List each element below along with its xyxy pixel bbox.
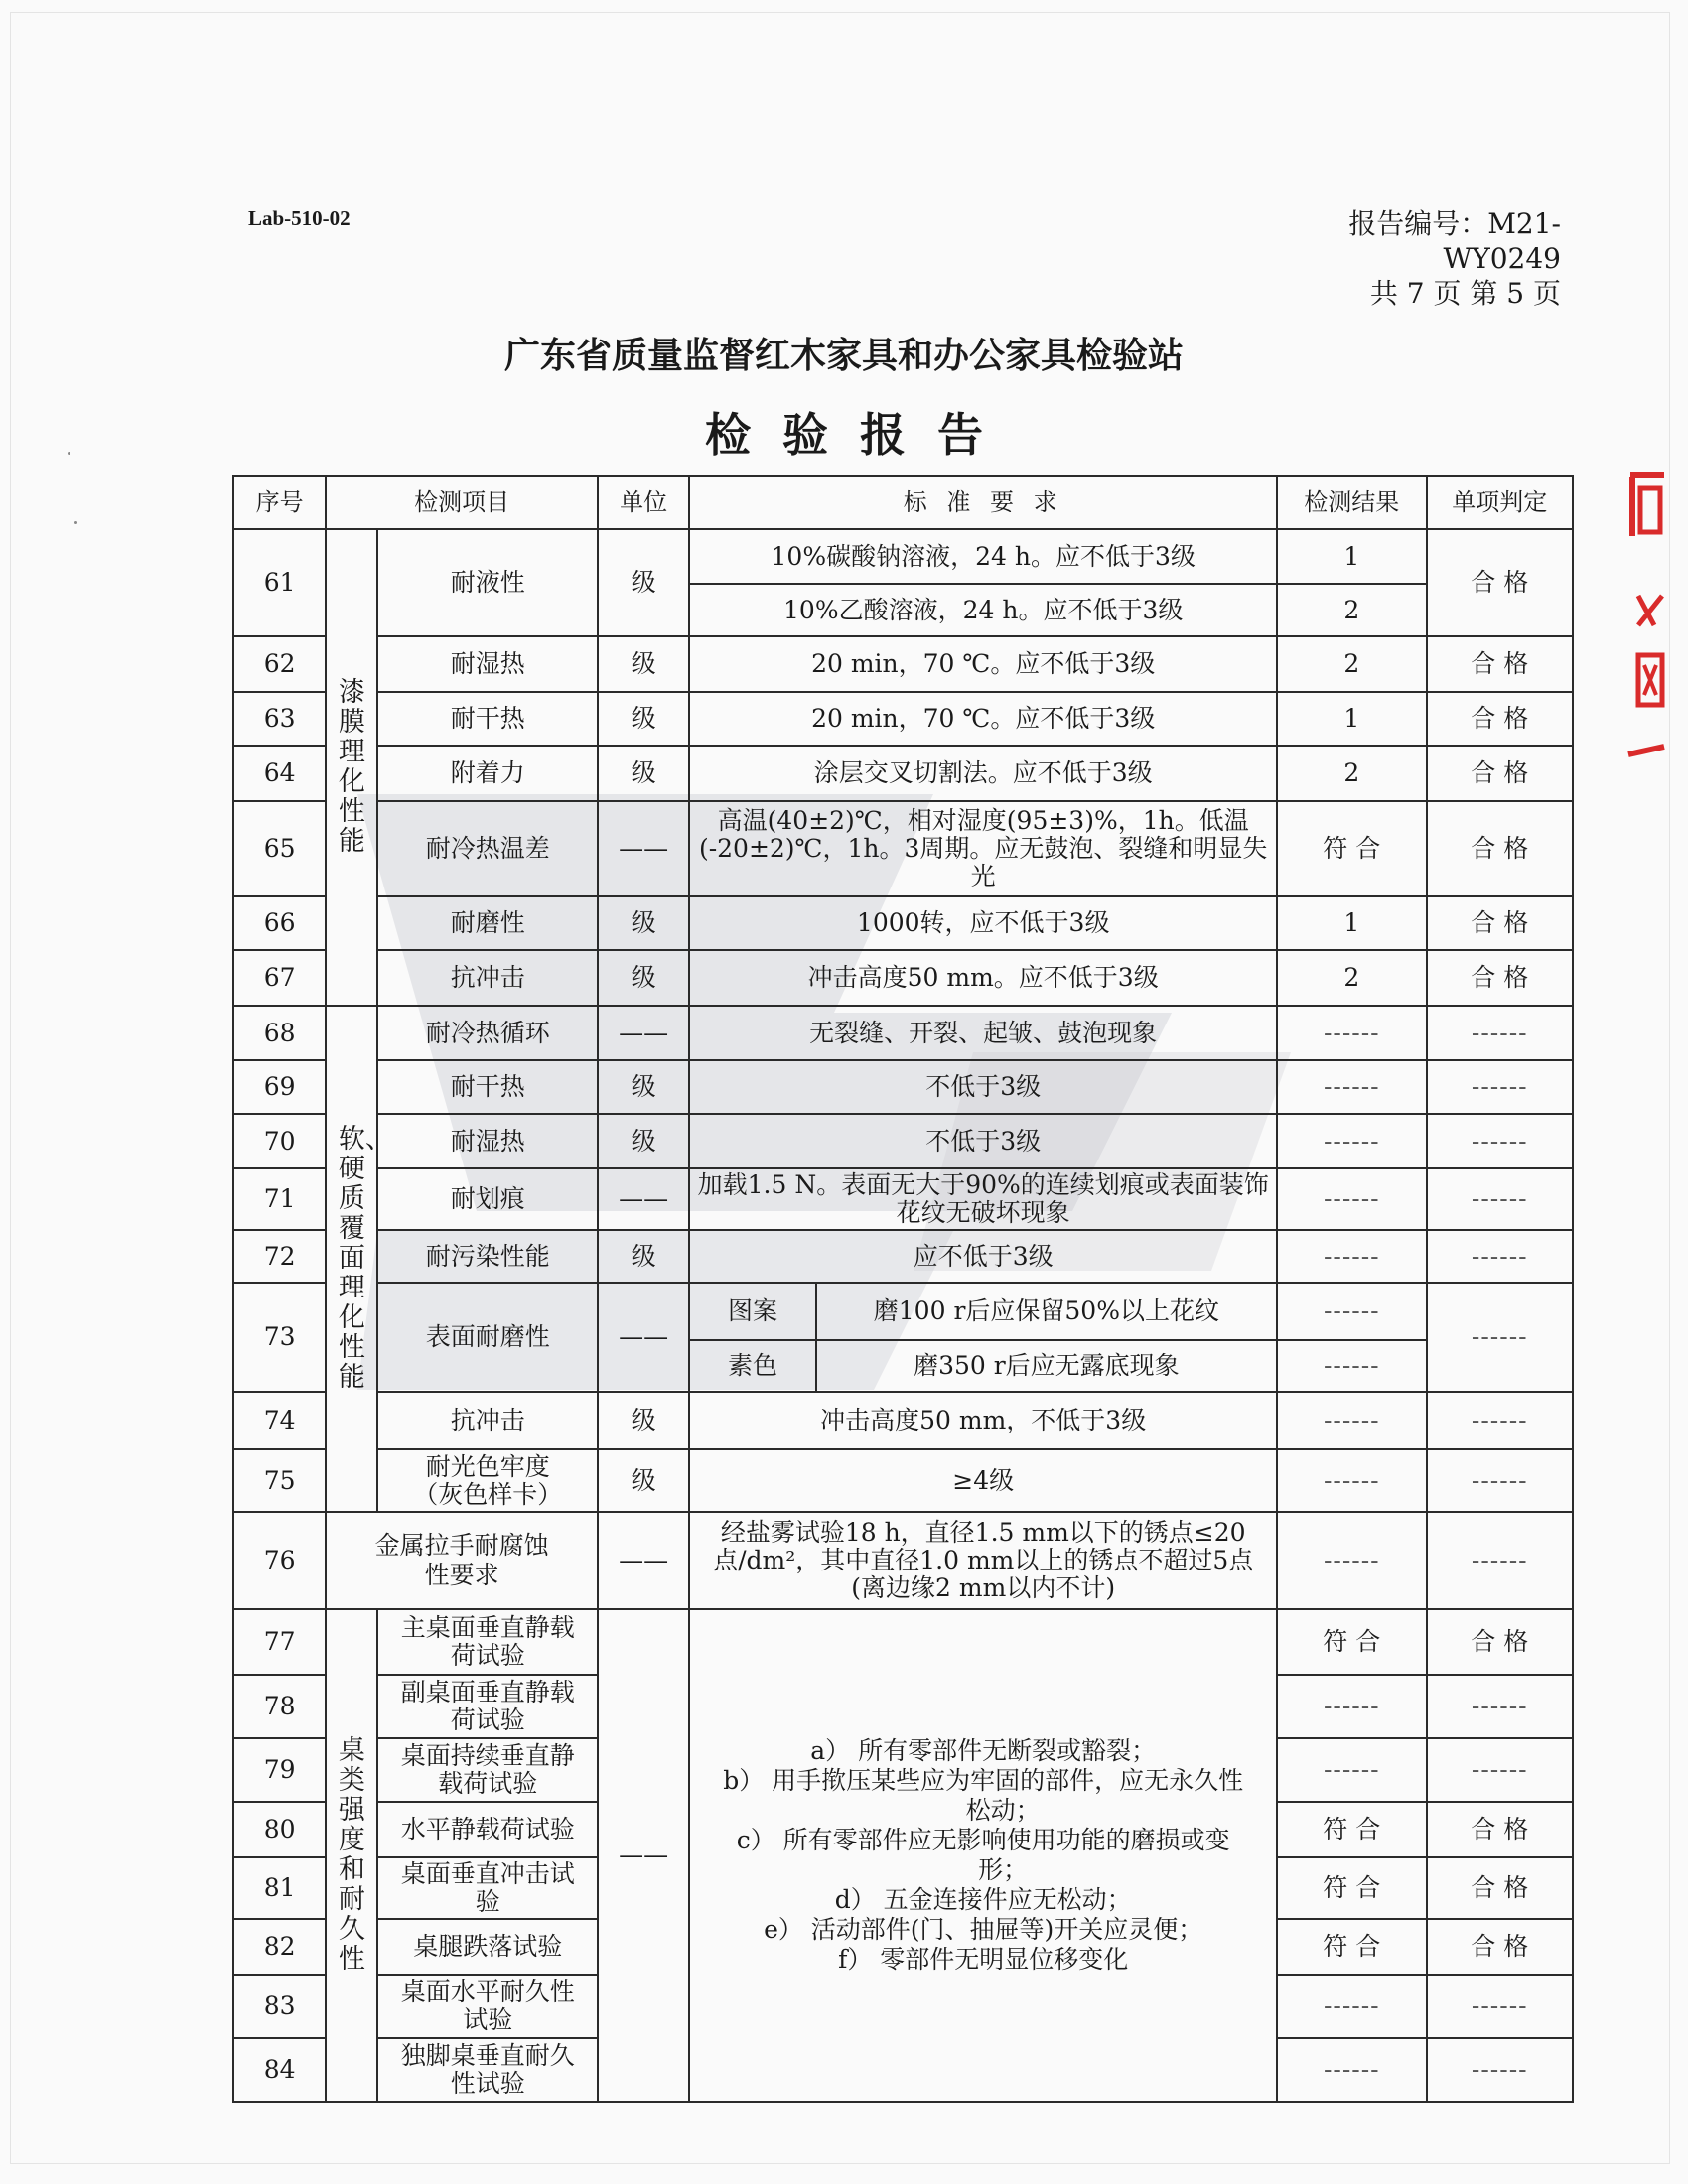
category-paint-film xyxy=(326,529,377,1006)
item-name: 副桌面垂直静载荷试验 xyxy=(377,1675,598,1738)
category-label: 软、硬质覆面理化性能 xyxy=(338,1124,392,1393)
row-no: 78 xyxy=(233,1675,326,1738)
table-row xyxy=(233,1114,1573,1168)
unit: —— xyxy=(598,1512,689,1609)
item-name: 表面耐磨性 xyxy=(377,1283,598,1392)
item-name: 抗冲击 xyxy=(377,950,598,1006)
item-name: 耐干热 xyxy=(377,692,598,746)
item-name: 主桌面垂直静载荷试验 xyxy=(377,1609,598,1675)
institution-title: 广东省质量监督红木家具和办公家具检验站 xyxy=(503,336,1184,376)
unit: —— xyxy=(598,1006,689,1060)
item-name: 耐光色牢度（灰色样卡） xyxy=(377,1449,598,1512)
row-no: 61 xyxy=(233,529,326,636)
requirement: 10%碳酸钠溶液，24 h。应不低于3级 xyxy=(689,529,1277,584)
official-stamp-fragment xyxy=(1624,467,1664,774)
requirement-line: 形； xyxy=(978,1855,1029,1884)
result: 2 xyxy=(1277,950,1426,1006)
row-no: 63 xyxy=(233,692,326,746)
unit: —— xyxy=(598,1168,689,1230)
result: ------ xyxy=(1277,1168,1426,1230)
table-header-row xyxy=(233,476,1573,529)
unit: 级 xyxy=(598,1060,689,1114)
verdict: 合 格 xyxy=(1427,529,1574,636)
row-no: 82 xyxy=(233,1919,326,1975)
verdict: 合 格 xyxy=(1427,1919,1574,1975)
row-no: 68 xyxy=(233,1006,326,1060)
verdict: ------ xyxy=(1427,1512,1574,1609)
requirement: 无裂缝、开裂、起皱、鼓泡现象 xyxy=(689,1006,1277,1060)
item-name: 桌面持续垂直静载荷试验 xyxy=(377,1738,598,1802)
item-name: 耐干热 xyxy=(377,1060,598,1114)
requirement: 冲击高度50 mm，不低于3级 xyxy=(689,1392,1277,1449)
header-requirement: 标 准 要 求 xyxy=(689,476,1277,529)
row-no: 72 xyxy=(233,1230,326,1283)
verdict: 合 格 xyxy=(1427,636,1574,692)
table-row xyxy=(233,1392,1573,1449)
unit: 级 xyxy=(598,1449,689,1512)
row-no: 76 xyxy=(233,1512,326,1609)
verdict: ------ xyxy=(1427,1230,1574,1283)
category-label: 桌类强度和耐久性 xyxy=(338,1735,365,1975)
header-item: 检测项目 xyxy=(326,476,598,529)
desk-requirements xyxy=(689,1609,1277,2102)
verdict: ------ xyxy=(1427,1006,1574,1060)
result: 1 xyxy=(1277,692,1426,746)
requirement-line: d） 五金连接件应无松动； xyxy=(834,1885,1132,1914)
requirement: 高温(40±2)℃，相对湿度(95±3)%，1h。低温(-20±2)℃，1h。3周期。应无鼓泡、裂缝和明显失光 xyxy=(689,801,1277,896)
unit: 级 xyxy=(598,896,689,950)
verdict: 合 格 xyxy=(1427,950,1574,1006)
result: ------ xyxy=(1277,1449,1426,1512)
requirement: 应不低于3级 xyxy=(689,1230,1277,1283)
row-no: 79 xyxy=(233,1738,326,1802)
table-row xyxy=(233,1006,1573,1060)
row-no: 67 xyxy=(233,950,326,1006)
item-name: 耐划痕 xyxy=(377,1168,598,1230)
row-no: 71 xyxy=(233,1168,326,1230)
row-no: 77 xyxy=(233,1609,326,1675)
table-row xyxy=(233,746,1573,801)
requirement-line: 松动； xyxy=(965,1796,1041,1825)
item-name: 桌面垂直冲击试验 xyxy=(377,1857,598,1919)
unit: 级 xyxy=(598,1230,689,1283)
result: 2 xyxy=(1277,746,1426,801)
item-name: 独脚桌垂直耐久性试验 xyxy=(377,2038,598,2102)
category-label: 漆膜理化性能 xyxy=(338,677,365,857)
table-row xyxy=(233,1512,1573,1609)
verdict: 合 格 xyxy=(1427,801,1574,896)
result: 符 合 xyxy=(1277,1919,1426,1975)
table-row xyxy=(233,1168,1573,1230)
item-name: 附着力 xyxy=(377,746,598,801)
table-row xyxy=(233,692,1573,746)
requirement: 20 min，70 ℃。应不低于3级 xyxy=(689,636,1277,692)
table-row xyxy=(233,801,1573,896)
scan-speck xyxy=(74,521,77,524)
requirement-line: c） 所有零部件应无影响使用功能的磨损或变 xyxy=(736,1826,1230,1854)
requirement: 20 min，70 ℃。应不低于3级 xyxy=(689,692,1277,746)
item-name: 桌腿跌落试验 xyxy=(377,1919,598,1975)
table-row xyxy=(233,1060,1573,1114)
item-name: 水平静载荷试验 xyxy=(377,1802,598,1857)
header-unit: 单位 xyxy=(598,476,689,529)
row-no: 75 xyxy=(233,1449,326,1512)
result: ------ xyxy=(1277,1283,1426,1340)
result: 2 xyxy=(1277,584,1426,636)
unit: —— xyxy=(598,1609,689,2102)
result: 符 合 xyxy=(1277,801,1426,896)
requirement: 经盐雾试验18 h，直径1.5 mm以下的锈点≤20点/dm²，其中直径1.0 mm以上的锈点不超过5点(离边缘2 mm以内不计) xyxy=(689,1512,1277,1609)
result: 1 xyxy=(1277,529,1426,584)
form-code: Lab-510-02 xyxy=(248,206,351,230)
header-verdict: 单项判定 xyxy=(1427,476,1574,529)
item-name: 耐污染性能 xyxy=(377,1230,598,1283)
verdict: ------ xyxy=(1427,1449,1574,1512)
requirement: ≥4级 xyxy=(689,1449,1277,1512)
verdict: ------ xyxy=(1427,1168,1574,1230)
row-no: 62 xyxy=(233,636,326,692)
unit: 级 xyxy=(598,950,689,1006)
table-row xyxy=(233,636,1573,692)
requirement-line: f） 零部件无明显位移变化 xyxy=(838,1945,1129,1974)
row-no: 73 xyxy=(233,1283,326,1392)
item-name: 耐湿热 xyxy=(377,636,598,692)
result: ------ xyxy=(1277,1975,1426,2038)
row-no: 81 xyxy=(233,1857,326,1919)
verdict: 合 格 xyxy=(1427,896,1574,950)
page-count: 共 7 页 第 5 页 xyxy=(1369,277,1561,310)
verdict: 合 格 xyxy=(1427,692,1574,746)
result: 符 合 xyxy=(1277,1857,1426,1919)
requirement-line: e） 活动部件(门、抽屉等)开关应灵便； xyxy=(764,1915,1203,1944)
requirement: 1000转，应不低于3级 xyxy=(689,896,1277,950)
item-name: 耐冷热循环 xyxy=(377,1006,598,1060)
result: ------ xyxy=(1277,1738,1426,1802)
unit: —— xyxy=(598,1283,689,1392)
result: 2 xyxy=(1277,636,1426,692)
table-row xyxy=(233,529,1573,584)
unit: —— xyxy=(598,801,689,896)
requirement: 加载1.5 N。表面无大于90%的连续划痕或表面装饰花纹无破坏现象 xyxy=(689,1168,1277,1230)
result: 1 xyxy=(1277,896,1426,950)
verdict: ------ xyxy=(1427,1060,1574,1114)
table-row xyxy=(233,896,1573,950)
unit: 级 xyxy=(598,636,689,692)
requirement: 冲击高度50 mm。应不低于3级 xyxy=(689,950,1277,1006)
verdict: ------ xyxy=(1427,1283,1574,1392)
result: ------ xyxy=(1277,1114,1426,1168)
report-title: 检验报告 xyxy=(705,408,1015,462)
requirement: 涂层交叉切割法。应不低于3级 xyxy=(689,746,1277,801)
category-surface xyxy=(326,1006,392,1512)
row-no: 80 xyxy=(233,1802,326,1857)
result: ------ xyxy=(1277,1512,1426,1609)
row-no: 65 xyxy=(233,801,326,896)
requirement-line: a） 所有零部件无断裂或豁裂； xyxy=(810,1736,1157,1765)
result: ------ xyxy=(1277,1675,1426,1738)
table-row xyxy=(233,1230,1573,1283)
item-name: 耐湿热 xyxy=(377,1114,598,1168)
result: ------ xyxy=(1277,1392,1426,1449)
result: ------ xyxy=(1277,1340,1426,1392)
row-no: 70 xyxy=(233,1114,326,1168)
result: ------ xyxy=(1277,1230,1426,1283)
category-desk-strength xyxy=(326,1609,377,2102)
item-name: 金属拉手耐腐蚀性要求 xyxy=(326,1512,598,1609)
item-name: 耐液性 xyxy=(377,529,598,636)
verdict: ------ xyxy=(1427,1675,1574,1738)
verdict: 合 格 xyxy=(1427,1609,1574,1675)
requirement: 不低于3级 xyxy=(689,1114,1277,1168)
unit: 级 xyxy=(598,692,689,746)
unit: 级 xyxy=(598,1392,689,1449)
unit: 级 xyxy=(598,1114,689,1168)
result: 符 合 xyxy=(1277,1802,1426,1857)
verdict: 合 格 xyxy=(1427,1857,1574,1919)
inspection-table xyxy=(232,475,1574,2103)
result: ------ xyxy=(1277,2038,1426,2102)
verdict: ------ xyxy=(1427,2038,1574,2102)
row-no: 83 xyxy=(233,1975,326,2038)
unit: 级 xyxy=(598,746,689,801)
verdict: ------ xyxy=(1427,1738,1574,1802)
result: ------ xyxy=(1277,1060,1426,1114)
header-no: 序号 xyxy=(233,476,326,529)
row-no: 74 xyxy=(233,1392,326,1449)
table-row xyxy=(233,1449,1573,1512)
unit: 级 xyxy=(598,529,689,636)
item-name: 抗冲击 xyxy=(377,1392,598,1449)
sub-item: 图案 xyxy=(689,1283,815,1340)
verdict: ------ xyxy=(1427,1114,1574,1168)
sub-item: 素色 xyxy=(689,1340,815,1392)
requirement: 磨350 r后应无露底现象 xyxy=(816,1340,1277,1392)
table-row xyxy=(233,1609,1573,1675)
item-name: 桌面水平耐久性试验 xyxy=(377,1975,598,2038)
table-row xyxy=(233,950,1573,1006)
verdict: ------ xyxy=(1427,1975,1574,2038)
requirement: 10%乙酸溶液，24 h。应不低于3级 xyxy=(689,584,1277,636)
report-number: 报告编号：M21-WY0249 xyxy=(1348,207,1561,275)
row-no: 64 xyxy=(233,746,326,801)
row-no: 69 xyxy=(233,1060,326,1114)
result: ------ xyxy=(1277,1006,1426,1060)
verdict: 合 格 xyxy=(1427,746,1574,801)
header-result: 检测结果 xyxy=(1277,476,1426,529)
verdict: ------ xyxy=(1427,1392,1574,1449)
row-no: 84 xyxy=(233,2038,326,2102)
requirement-line: b） 用手揿压某些应为牢固的部件，应无永久性 xyxy=(723,1766,1244,1795)
result: 符 合 xyxy=(1277,1609,1426,1675)
requirement: 不低于3级 xyxy=(689,1060,1277,1114)
row-no: 66 xyxy=(233,896,326,950)
requirement: 磨100 r后应保留50%以上花纹 xyxy=(816,1283,1277,1340)
table-row xyxy=(233,1283,1573,1340)
verdict: 合 格 xyxy=(1427,1802,1574,1857)
item-name: 耐磨性 xyxy=(377,896,598,950)
item-name: 耐冷热温差 xyxy=(377,801,598,896)
